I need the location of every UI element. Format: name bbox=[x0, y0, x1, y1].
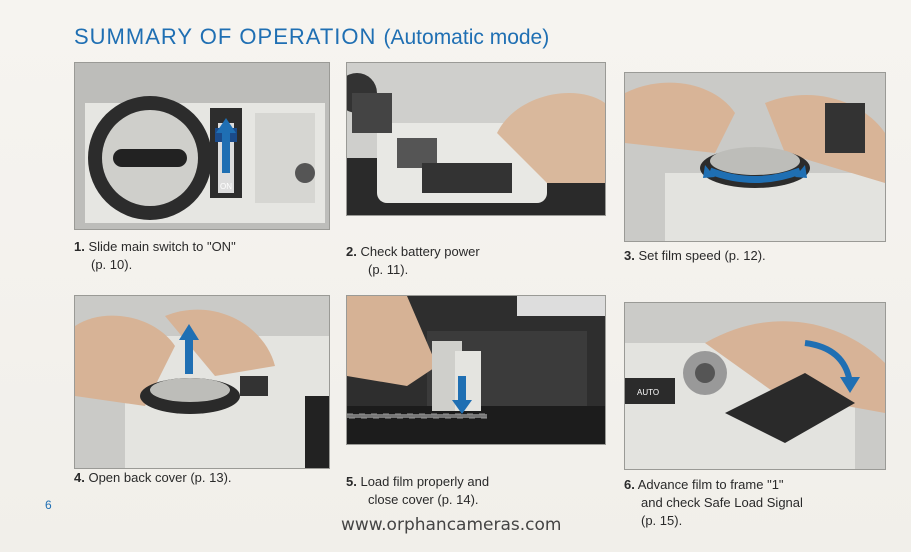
load-film-illustration bbox=[347, 296, 605, 444]
watermark-url: www.orphancameras.com bbox=[341, 515, 562, 535]
page-number: 6 bbox=[45, 498, 52, 512]
photo-load-film bbox=[346, 295, 606, 445]
camera-top-illustration bbox=[75, 63, 329, 229]
open-back-illustration bbox=[75, 296, 329, 468]
step-3-caption: 3. Set film speed (p. 12). bbox=[624, 248, 766, 263]
auto-label: AUTO bbox=[637, 388, 660, 397]
on-label: ON bbox=[220, 182, 232, 191]
photo-battery-check bbox=[346, 62, 606, 216]
film-speed-illustration bbox=[625, 73, 885, 241]
title-main: SUMMARY OF OPERATION bbox=[74, 24, 377, 49]
step-4-caption: 4. Open back cover (p. 13). bbox=[74, 470, 232, 485]
step-1-caption: 1. Slide main switch to "ON" (p. 10). bbox=[74, 239, 236, 272]
photo-open-back bbox=[74, 295, 330, 469]
battery-check-illustration bbox=[347, 63, 605, 215]
advance-film-illustration bbox=[625, 303, 885, 469]
step-2-caption: 2. Check battery power (p. 11). bbox=[346, 244, 480, 277]
title-subtitle: (Automatic mode) bbox=[383, 26, 550, 49]
photo-advance-film bbox=[624, 302, 886, 470]
page-title bbox=[74, 24, 549, 50]
photo-film-speed bbox=[624, 72, 886, 242]
step-6-caption: 6. Advance film to frame "1" and check Safe Load Signal (p. 15). bbox=[624, 477, 803, 528]
photo-main-switch bbox=[74, 62, 330, 230]
step-5-caption: 5. Load film properly and close cover (p. 14). bbox=[346, 474, 490, 507]
